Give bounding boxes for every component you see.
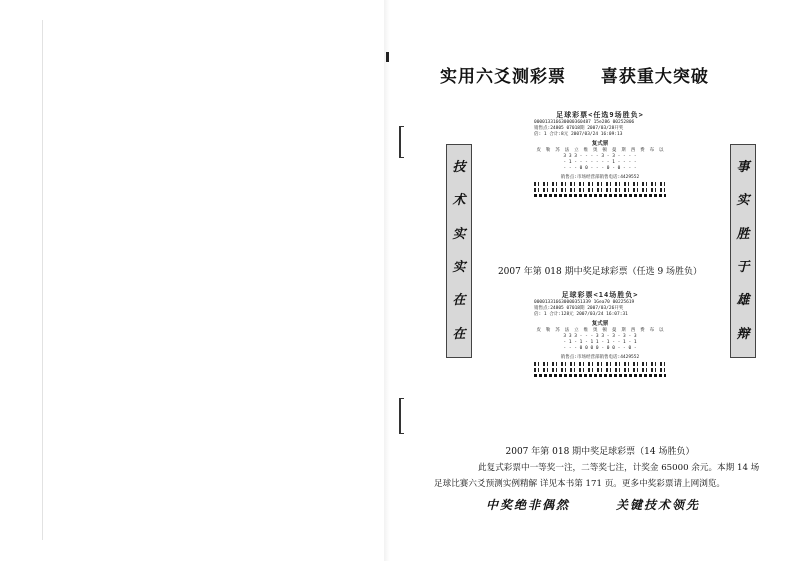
banner-char: 胜 xyxy=(736,226,750,242)
ticket-title: 足球彩票<任选9场胜负> xyxy=(556,111,644,119)
banner-right xyxy=(730,144,756,358)
team-cell: 顿 xyxy=(602,148,607,153)
page-edge-line xyxy=(42,20,43,540)
team-cell: 布 xyxy=(649,148,655,153)
team-cell: 勒 xyxy=(545,328,551,333)
ticket-line: 倍: 1 合计:128元 2007/03/24 16:07:31 xyxy=(534,312,628,317)
ticket-seller: 销售点:市场经营部销售电话:4429552 xyxy=(560,174,640,180)
ticket-line: 000013316630000360487 15e286 00252806 xyxy=(534,120,635,125)
banner-char: 技 xyxy=(452,160,466,176)
team-cell: 立 xyxy=(574,328,579,333)
ticket-line: 000013316630000351339 1Gea70 00225619 xyxy=(534,300,635,305)
ticket-dot-pattern xyxy=(534,362,666,366)
ticket-pick-row: - - - 0 0 - - - 0 - 0 - - - xyxy=(563,165,637,171)
ticket-team-row xyxy=(534,148,666,154)
team-cell: 维 xyxy=(583,328,589,333)
ticket-team-row xyxy=(534,328,666,334)
team-cell: 立 xyxy=(574,148,579,153)
banner-char: 实 xyxy=(452,260,466,276)
team-cell: 布 xyxy=(649,328,655,333)
lottery-ticket-1 xyxy=(534,110,666,244)
team-cell: 法 xyxy=(564,328,570,333)
headline xyxy=(440,62,760,87)
headline-right: 喜获重大突破 xyxy=(600,67,709,87)
ticket-line: 销售点:24805 07018期 2007/03/28开奖 xyxy=(534,126,624,131)
banner-char: 辩 xyxy=(736,326,750,342)
banner-char: 在 xyxy=(452,293,466,309)
scan-mark xyxy=(386,52,389,62)
ticket-subtitle: 复式票 xyxy=(591,141,609,147)
team-cell: 以 xyxy=(659,328,664,333)
caption-ticket-1: 2007 年第 018 期中奖足球彩票（任选 9 场胜负） xyxy=(497,267,703,277)
team-cell: 西 xyxy=(630,148,636,153)
book-crease xyxy=(384,0,390,561)
ticket-line: 倍: 1 合计:8元 2007/03/24 16:09:13 xyxy=(534,132,623,137)
caption-ticket-2: 2007 年第 018 期中奖足球彩票（14 场胜负） xyxy=(505,447,695,457)
team-cell: 皮 xyxy=(536,328,541,333)
team-cell: 勒 xyxy=(545,148,551,153)
team-cell: 斯 xyxy=(621,148,626,153)
team-cell: 皮 xyxy=(536,148,541,153)
banner-left xyxy=(446,144,472,358)
team-cell: 苏 xyxy=(555,328,560,333)
ticket-pick-row: - 1 - 1 - 1 1 - 1 - - 1 - 1 xyxy=(563,339,637,345)
description-line-1: 此复式彩票中一等奖一注，二等奖七注，计奖金 65000 余元。本期 14 场 xyxy=(478,463,760,473)
description-line-2: 足球比赛六爻预测实例精解 详见本书第 171 页。更多中奖彩票请上网浏览。 xyxy=(434,479,726,489)
team-cell: 以 xyxy=(659,148,664,153)
team-cell: 苏 xyxy=(555,148,560,153)
banner-char: 实 xyxy=(736,193,750,209)
banner-char: 事 xyxy=(736,160,750,176)
slogan-right: 关键技术领先 xyxy=(616,498,701,512)
team-cell: 法 xyxy=(564,148,570,153)
ticket-pick-row: 3 3 3 - - - 3 3 - 3 - 3 - 3 xyxy=(563,333,637,339)
team-cell: 西 xyxy=(630,328,636,333)
team-cell: 奥 xyxy=(593,328,598,333)
team-cell: 奥 xyxy=(593,148,598,153)
ticket-dot-pattern xyxy=(534,188,666,192)
ticket-barcode xyxy=(534,194,666,197)
banner-char: 在 xyxy=(452,326,466,342)
banner-char: 于 xyxy=(736,260,750,276)
ticket-line: 销售点:24805 07018期 2007/03/26开奖 xyxy=(534,306,624,311)
banner-char: 术 xyxy=(452,193,466,209)
lottery-ticket-2 xyxy=(534,290,666,412)
ticket-pick-row: - - - 0 0 0 0 - 0 0 - - 0 - xyxy=(563,345,637,351)
ticket-subtitle: 复式票 xyxy=(591,321,609,327)
team-cell: 曼 xyxy=(611,328,617,333)
ticket-dot-pattern xyxy=(534,182,666,186)
scan-bracket-bottom xyxy=(399,398,404,434)
ticket-dot-pattern xyxy=(534,368,666,372)
slogan-left: 中奖绝非偶然 xyxy=(486,498,571,512)
ticket-pick-row: 3 3 3 - - - - 3 - 3 - - - - xyxy=(563,153,637,159)
scan-bracket-top xyxy=(399,126,404,158)
team-cell: 维 xyxy=(583,148,589,153)
team-cell: 费 xyxy=(640,148,645,153)
team-cell: 费 xyxy=(640,328,645,333)
ticket-title: 足球彩票<14场胜负> xyxy=(561,291,639,299)
headline-left: 实用六爻测彩票 xyxy=(440,67,566,87)
ticket-pick-row: - 1 - - - - - - - 1 - - - - xyxy=(563,159,637,165)
team-cell: 顿 xyxy=(602,328,607,333)
ticket-barcode xyxy=(534,374,666,377)
banner-char: 实 xyxy=(452,226,466,242)
ticket-seller: 销售点:市场经营部销售电话:4429552 xyxy=(560,354,640,360)
team-cell: 曼 xyxy=(611,148,617,153)
banner-char: 雄 xyxy=(736,293,750,309)
team-cell: 斯 xyxy=(621,328,626,333)
